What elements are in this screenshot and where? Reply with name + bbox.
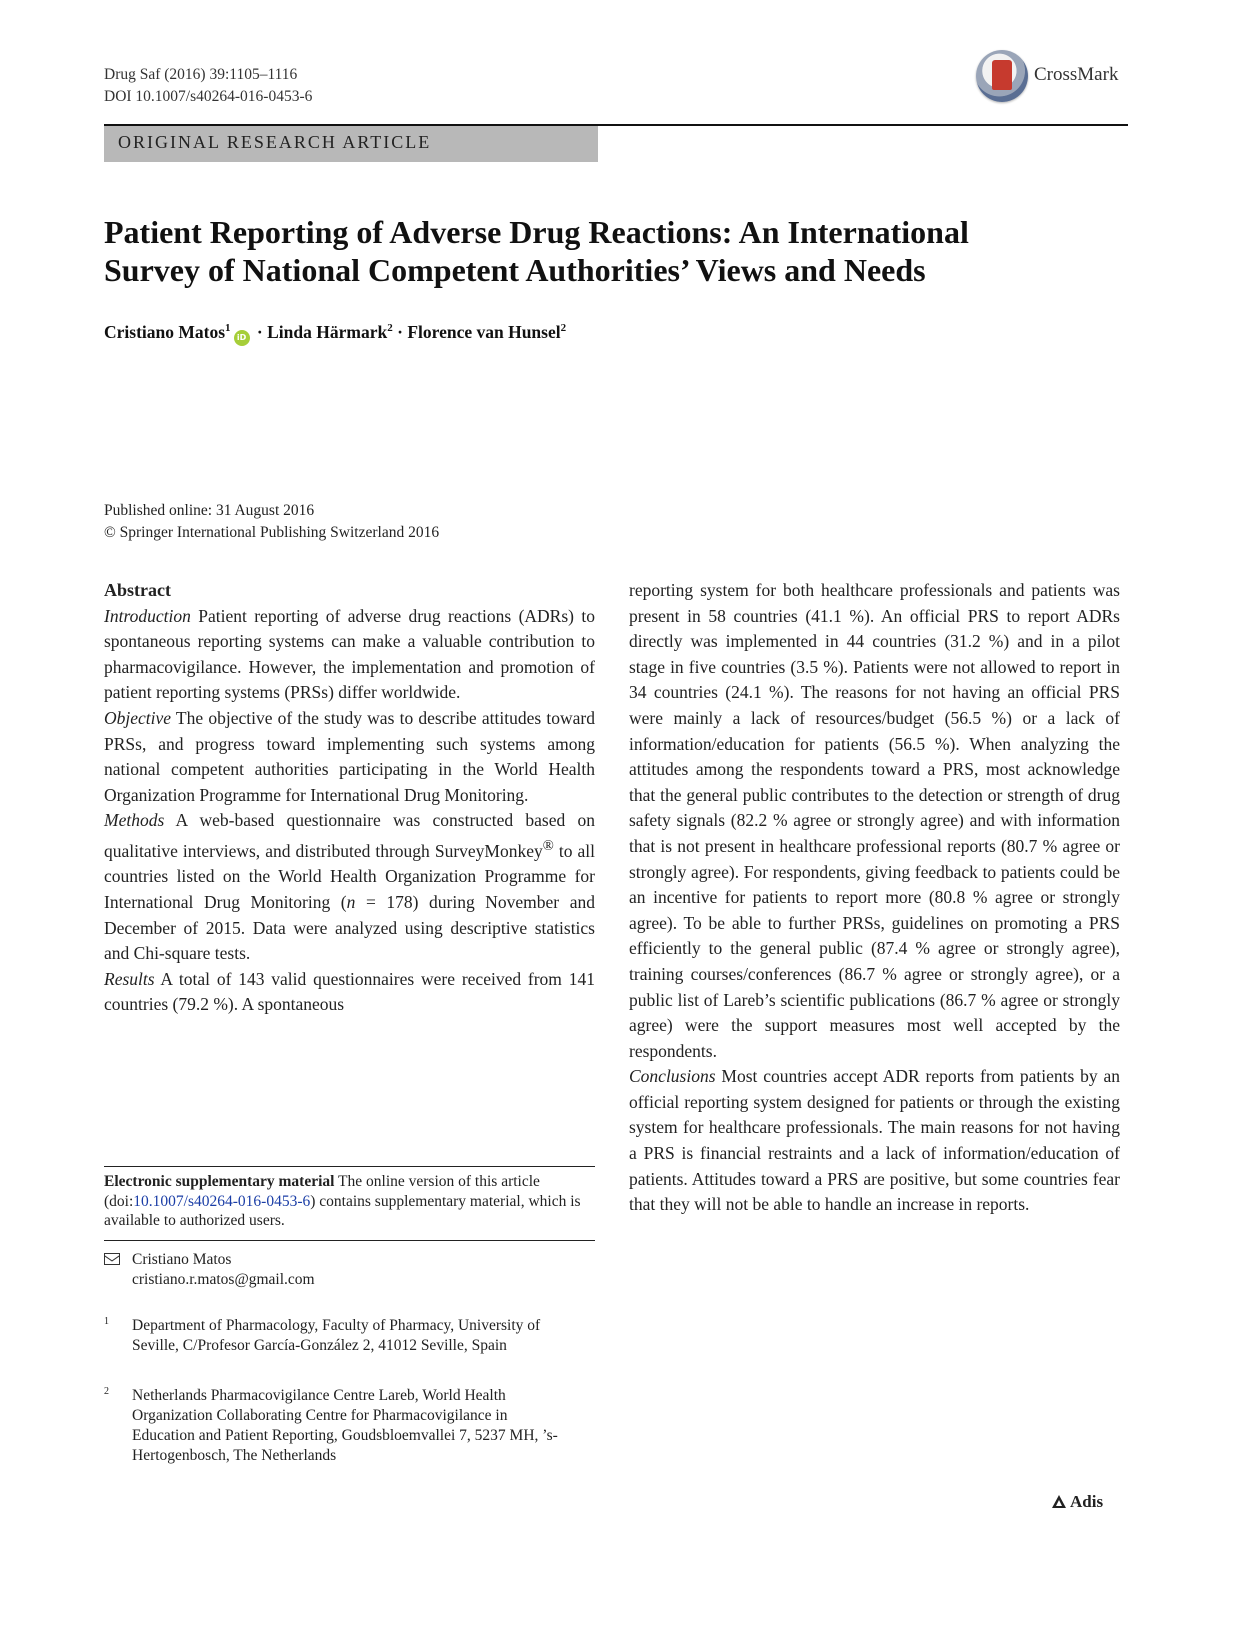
author-1-affil: 1 <box>225 322 231 335</box>
results-text-left: A total of 143 valid questionnaires were received from 141 countries (79.2 %). A spontaneous <box>104 968 595 1015</box>
abstract-left-column <box>104 578 595 1018</box>
abstract-objective <box>104 706 595 808</box>
crossmark-badge[interactable] <box>976 50 1126 108</box>
abstract-right-column <box>629 578 1120 1218</box>
registered-mark: ® <box>542 837 554 854</box>
journal-doi: DOI 10.1007/s40264-016-0453-6 <box>104 88 313 105</box>
publisher-logo <box>1052 1492 1103 1512</box>
journal-meta <box>104 64 312 108</box>
correspondence-name: Cristiano Matos <box>132 1251 232 1268</box>
abstract-introduction <box>104 604 595 706</box>
objective-label: Objective <box>104 707 172 728</box>
abstract-heading: Abstract <box>104 580 171 600</box>
article-type-label: ORIGINAL RESEARCH ARTICLE <box>118 132 432 152</box>
correspondence-email[interactable]: cristiano.r.matos@gmail.com <box>132 1271 315 1288</box>
article-type-banner <box>104 126 598 162</box>
title-line-2: Survey of National Competent Authorities’ Views and Needs <box>104 252 926 288</box>
methods-text-c: = 178) during November and December of 2015. Data were analyzed using descriptive statistics and Chi-square tests. <box>104 891 595 964</box>
adis-triangle-icon <box>1052 1495 1066 1508</box>
published-online: Published online: 31 August 2016 <box>104 502 315 519</box>
introduction-text: Patient reporting of adverse drug reactions (ADRs) to spontaneous reporting systems can make a valuable contribution to pharmacovigilance. However, the implementation and promotion of patient reporting systems (PRSs) differ worldwide. <box>104 605 595 703</box>
author-separator: · <box>252 322 268 342</box>
author-3-affil: 2 <box>560 322 567 335</box>
author-3[interactable]: Florence van Hunsel <box>407 322 561 342</box>
abstract-methods <box>104 808 595 966</box>
author-list <box>104 322 566 346</box>
author-1[interactable]: Cristiano Matos <box>104 322 226 342</box>
crossmark-label: CrossMark <box>1034 64 1119 85</box>
orcid-icon[interactable]: iD <box>234 330 250 346</box>
supplementary-note <box>104 1172 595 1231</box>
methods-text-a: A web-based questionnaire was constructed based on qualitative interviews, and distributed through SurveyMonkey <box>104 810 595 861</box>
conclusions-text: Most countries accept ADR reports from patients by an official reporting system designed for patients or through the existing system for healthcare professionals. The main reasons for not having a PRS is financial restraints and a lack of information/education of patients. Attitudes toward a PRS are positive, but some countries fear that they will not be able to handle an increase in reports. <box>629 1066 1120 1215</box>
copyright: © Springer International Publishing Switzerland 2016 <box>104 524 440 541</box>
methods-label: Methods <box>104 810 165 831</box>
correspondence <box>104 1250 595 1464</box>
affiliation-text: Department of Pharmacology, Faculty of Pharmacy, University of Seville, C/Profesor García-González 2, 41012 Seville, Spain <box>132 1317 541 1354</box>
introduction-label: Introduction <box>104 605 191 626</box>
publisher-name: Adis <box>1070 1492 1104 1511</box>
results-label: Results <box>104 968 155 989</box>
title-line-1: Patient Reporting of Adverse Drug Reactions: An International <box>104 214 969 250</box>
footnote-rule <box>104 1166 595 1167</box>
author-separator: · <box>392 322 408 342</box>
affiliation-number: 2 <box>104 1386 109 1397</box>
crossmark-icon <box>976 50 1028 102</box>
footnote-rule-2 <box>104 1240 595 1241</box>
conclusions-label: Conclusions <box>629 1066 716 1087</box>
esm-doi-link[interactable]: 10.1007/s40264-016-0453-6 <box>133 1192 311 1210</box>
publication-info <box>104 500 439 544</box>
abstract-results-continued: reporting system for both healthcare professionals and patients was present in 58 countries (41.1 %). An official PRS to report ADRs directly was implemented in 44 countries (31.2 %) and in a pilot stage in five countries (3.5 %). Patients were not allowed to report in 34 countries (24.1 %). The reasons for not having an official PRS were mainly a lack of resources/budget (56.5 %) or a lack of information/education for patients (56.5 %). When analyzing the attitudes among the respondents toward a PRS, most acknowledge that the general public contributes to the detection or strength of drug safety signals (82.2 % agree or strongly agree) and with information that is not present in healthcare professional reports (80.7 % agree or strongly agree). For respondents, giving feedback to patients could be an incentive for patients to report more (80.8 % agree or strongly agree). To be able to further PRSs, guidelines on promoting a PRS efficiently to the general public (87.4 % agree or strongly agree), training courses/conferences (86.7 % agree or strongly agree), or a public list of Lareb’s scientific publications (86.7 % agree or strongly agree) were the support measures most well accepted by the respondents. <box>629 580 1120 1061</box>
esm-text-a: The online version of this article (doi: <box>104 1173 540 1210</box>
abstract-conclusions <box>629 1064 1120 1218</box>
journal-citation: Drug Saf (2016) 39:1105–1116 <box>104 66 298 83</box>
author-2-affil: 2 <box>387 322 393 335</box>
esm-text-b: ) contains supplementary material, which is available to authorized users. <box>104 1192 581 1229</box>
methods-text-b: to all countries listed on the World Health Organization Programme for International Drug Monitoring ( <box>104 840 595 912</box>
esm-label: Electronic supplementary material <box>104 1173 335 1190</box>
author-2[interactable]: Linda Härmark <box>267 322 388 342</box>
abstract-results-start <box>104 967 595 1018</box>
methods-n: n <box>346 891 356 912</box>
envelope-icon <box>104 1253 120 1265</box>
objective-text: The objective of the study was to describe attitudes toward PRSs, and progress toward implementing such systems among national competent authorities participating in the World Health Organization Programme for International Drug Monitoring. <box>104 707 595 805</box>
affiliation-text: Netherlands Pharmacovigilance Centre Lareb, World Health Organization Collaborating Centre for Pharmacovigilance in Education and Patient Reporting, Goudsbloemvallei 7, 5237 MH, ’s-Hertogenbosch, The Netherlands <box>132 1387 558 1464</box>
affiliation-number: 1 <box>104 1316 109 1327</box>
article-title <box>104 213 1104 289</box>
